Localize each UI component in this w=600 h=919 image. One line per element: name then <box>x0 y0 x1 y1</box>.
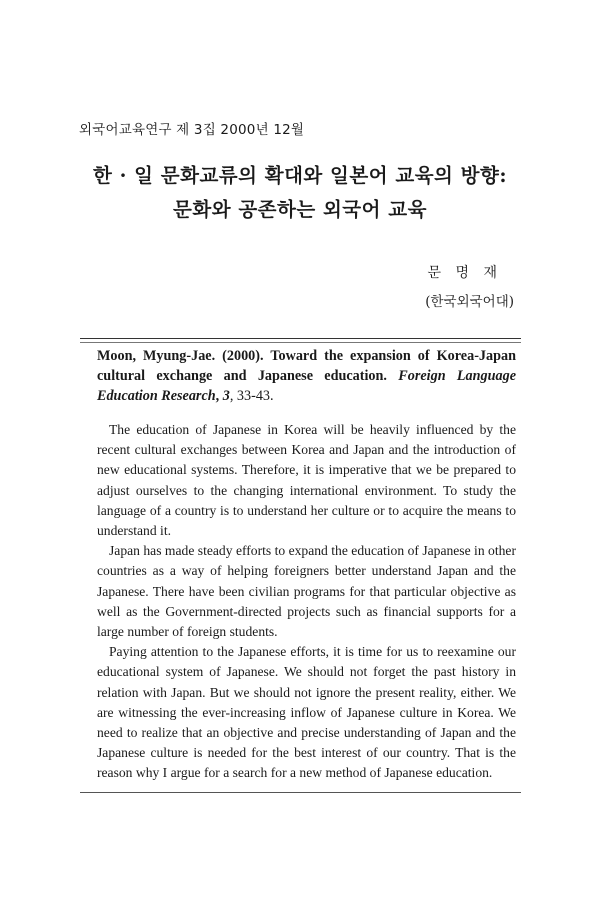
abstract-paragraph: Paying attention to the Japanese efforts, it is time for us to reexamine our educational system of Japanese. We should not forget the past history in relation with Japan. But we should not ignore the present reality, either. We are witnessing the ever-increasing inflow of Japanese culture in Korea. We need to realize that an objective and precise understanding of Japan and the Japanese culture is needed for the best interest of our country. That is the reason why I argue for a search for a new method of Japanese education. <box>97 644 516 781</box>
top-divider-thin <box>80 342 521 343</box>
paper-title-line-2: 문화와 공존하는 외국어 교육 <box>173 198 427 221</box>
journal-header: 외국어교육연구 제 3집 2000년 12월 <box>79 122 305 138</box>
paper-title-line-1: 한 · 일 문화교류의 확대와 일본어 교육의 방향: <box>92 164 508 187</box>
abstract-paragraph: Japan has made steady efforts to expand the education of Japanese in other countries as a way of helping foreigners better understand Japan and the Japanese. There have been civilian programs for that particular objective as well as the Government-directed projects such as financial supports for a large number of foreign students. <box>97 543 516 640</box>
author-name: 문 명 재 <box>427 265 502 281</box>
citation-block <box>97 346 516 406</box>
abstract-paragraph: The education of Japanese in Korea will be heavily influenced by the recent cultural exchanges between Korea and Japan and the introduction of new educational systems. Therefore, it is imperative that we be prepared to adjust ourselves to the changing international environment. To study the language of a country is to understand her culture or to acquire the means to understand it. <box>97 422 516 539</box>
author-affiliation: (한국외국어대) <box>425 294 514 310</box>
abstract <box>97 420 516 784</box>
top-divider <box>80 338 521 339</box>
bottom-divider <box>80 792 521 793</box>
citation-separator: , <box>215 388 220 404</box>
citation-reference: Moon, Myung-Jae. (2000). Toward the expansion of Korea-Japan cultural exchange and Japanese education. <box>97 348 516 384</box>
citation-volume: 3 <box>222 388 230 404</box>
citation-pages: , 33-43. <box>229 388 274 404</box>
citation-journal: Foreign Language Education Research <box>97 368 517 404</box>
